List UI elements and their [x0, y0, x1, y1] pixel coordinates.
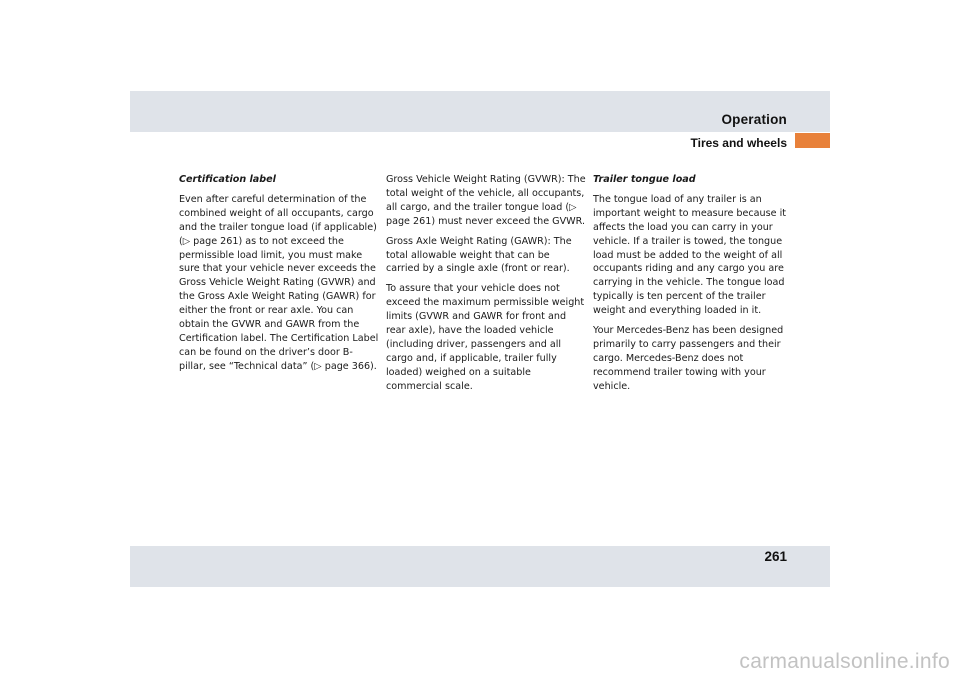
- footer-band: [130, 546, 830, 587]
- text-column-3: [593, 173, 793, 400]
- paragraph: The tongue load of any trailer is an important weight to measure because it affects the load you can carry in your vehicle. If a trailer is towed, the tongue load must be added to the weight of all occupants riding and any cargo you are carrying in the vehicle. The tongue load typically is ten percent of the trailer weight and everything loaded in it.: [593, 193, 787, 317]
- text-column-2: [386, 173, 586, 400]
- paragraph: Your Mercedes-Benz has been designed primarily to carry passengers and their cargo. Mercedes-Benz does not recommend trailer towing with your vehicle.: [593, 325, 784, 392]
- section-title: Tires and wheels: [690, 136, 787, 150]
- watermark-text: carmanualsonline.info: [739, 650, 950, 673]
- section-tab-marker: [795, 133, 830, 148]
- text-column-1: [179, 173, 379, 380]
- chapter-title: Operation: [721, 112, 787, 127]
- page-number: 261: [764, 549, 787, 564]
- paragraph: Gross Vehicle Weight Rating (GVWR): The total weight of the vehicle, all occupants, all cargo, and the trailer tongue load (▷ page 261) must never exceed the GVWR.: [386, 174, 586, 227]
- paragraph: To assure that your vehicle does not exceed the maximum permissible weight limits (GVWR and GAWR for front and rear axle), have the loaded vehicle (including driver, passengers and all cargo and, if applicable, trailer fully loaded) weighed on a suitable commercial scale.: [386, 283, 585, 392]
- paragraph: Gross Axle Weight Rating (GAWR): The total allowable weight that can be carried by a single axle (front or rear).: [386, 235, 572, 275]
- subheading-certification-label: Certification label: [179, 174, 276, 185]
- subheading-trailer-tongue-load: Trailer tongue load: [593, 174, 696, 185]
- paragraph: Even after careful determination of the combined weight of all occupants, cargo and the trailer tongue load (if applicable) (▷ page 261) as to not exceed the permissible load limit, you must make sure that your vehicle never exceeds the Gross Vehicle Weight Rating (GVWR) and the Gross Axle Weight Rating (GAWR) for either the front or rear axle. You can obtain the GVWR and GAWR from the Certification label. The Certification Label can be found on the driver’s door B-pillar, see “Technical data” (▷ page 366).: [179, 193, 379, 372]
